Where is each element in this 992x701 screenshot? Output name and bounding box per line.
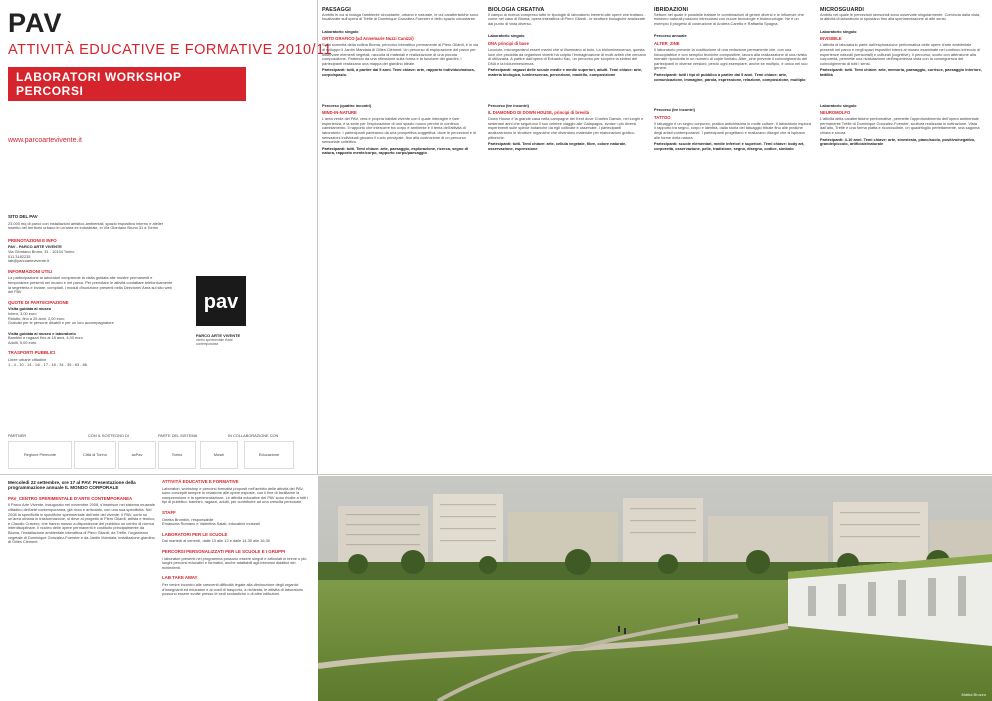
park-photo <box>318 476 992 701</box>
lab-fee-line: Bambini e ragazzi fino ai 18 anni, 4,00 euro <box>8 335 83 341</box>
fee-line: Ridotto, fino a 25 anni, 2,00 euro <box>8 315 65 321</box>
transport-line: 1 - 4 - 10 - 14 - 14/ - 17 - 18 - 34 - 35 - 63 - 66 <box>8 361 87 367</box>
logo-caption: PARCO ARTE VIVENTE <box>196 333 241 338</box>
staff-line: Emanuela Romano e Valentina Salati, educatrici museali <box>162 521 260 527</box>
column-ibridazioni <box>654 8 812 153</box>
staff-line: Orietta Brombin, responsabile <box>162 516 214 522</box>
column-intro: Ambito nel quale le percezioni sensoriali sono osservate singolarmente. Comincia dalla vista, la attività di laboratorio si spostano fino alla sperimentazione di altri sensi. <box>820 11 981 22</box>
column-microsguardi <box>820 8 984 149</box>
lab-subtitle: ORTO GRAFICO (ad Annemarie Nuzzi Canizzi) <box>322 36 414 42</box>
lab-participants: Partecipanti: tutti, a partire dai 5 anni. Temi chiave: arte, rapporto individuo/natura, corpo/spazio. <box>322 67 475 77</box>
fold-line <box>0 474 992 475</box>
support-label: CON IL SOSTEGNO DI <box>88 433 129 438</box>
lab2-title: Percorso (tre incontri) <box>488 102 529 108</box>
lab-subtitle: DNA principi di base <box>488 40 529 46</box>
lab2-subtitle: IL DIAMONDO DI DOWN HOUSE, principi di brevità <box>488 110 590 116</box>
lab-fee-line: Visita guidata al museo e laboratorio <box>8 330 76 336</box>
event-label: PAV_CENTRO SPERIMENTALE D'ARTE CONTEMPORANEA <box>8 495 133 501</box>
lab-text: Lucciole, microrganismi esseri marini che si illuminano al buio. La bioluminescenza, questa luce che prodotta da organismi viventi ha colpito l'immaginazione di molti artisti che cercano di utilizzarla. A partire dall'opera di Eduardo Kac, un percorso per scoprire la sintesi del DNA e la bioluminescenza. <box>488 46 646 66</box>
lab-participants: Partecipanti: ragazzi delle scuole medie e medie superiori, adulti. Temi chiave: arte, materia biologica, luminescenza, percezione, modello, composizione <box>488 67 643 77</box>
brand-title: PAV <box>8 8 63 38</box>
custom-text: I laboratori presenti nel programma possono essere singoli e articolati in breve o più lunghi percorsi educativi e formativi, anche adattabili agli interessi didattici dei richiedenti. <box>162 555 307 570</box>
svg-text:pav: pav <box>203 291 239 313</box>
photo-credit: Mattia Bruzzo <box>961 692 986 697</box>
booking-email[interactable]: lab@parcoartevivente.it <box>8 258 49 264</box>
lab2-participants: Partecipanti: 4-10 anni. Temi chiave: arte, sinestesia, piano/suolo, positivo/negativo, grande/piccolo, artificiale/naturale <box>820 136 976 147</box>
edu-text: Laboratori, workshop e percorsi formativi proposti nell'ambito delle attività del PAV, sono concepiti sempre in relazione alle opere esposte, con il fine di facilitarne la comprensione e la sperimentazione. Le attività educative del PAV sono rivolte a tutti i tipi di pubblico: bambini, ragazzi, adulti, per contribuire ad una crescita personale. <box>162 485 309 505</box>
bottom-left-panel <box>8 480 156 547</box>
lab2-text: Down House è la grande casa nella campagne del Kent dove Charles Darwin, nei lunghi e sedentari anni che seguirono il suo celebre viaggio alle Galapagos, svolse i più diversi esperimenti sulle specie botaniche da egli coltivate e osservate. I partecipanti analizzeranno le strutture organiche che diventano materiale per elaborazioni grafico-pittoriche. <box>488 116 644 140</box>
schools-label: LABORATORI PER LE SCUOLE <box>162 531 228 537</box>
lab2-text: L'area verde del PAV, vera e propria habitat vivente con il quale interagire e fare esperienza, è la sede per l'esplorazione di uno spazio nuovo perché in continuo cambiamento. Il rapporto che intercorre tra corpo e ambiente è il tema dell'attività di laboratorio. I partecipanti partiranno da una prospettiva soggettiva, dove le percezioni e le sensazioni individuali giocano il ruolo principale, fino alla costruzione di un percorso sensoriale collettivo. <box>322 116 477 145</box>
booking-phone[interactable]: 011.3182235 <box>8 253 31 259</box>
column-heading: MICROSGUARDI <box>820 7 865 13</box>
booking-label: PRENOTAZIONI E INFO <box>8 237 57 243</box>
lab2-title: Laboratorio singolo <box>820 102 857 108</box>
pav-logo-icon <box>196 276 246 326</box>
fee-line: Intero, 3,00 euro <box>8 310 37 316</box>
park-photo-image <box>318 476 992 701</box>
info-panel <box>8 215 173 369</box>
custom-label: PERCORSI PERSONALIZZATI PER LE SCUOLE E I GRUPPI <box>162 548 286 554</box>
collab-label: IN COLLABORAZIONE CON <box>228 433 279 438</box>
lab2-participants: Partecipanti: scuole elementari, medie inferiori e superiori. Temi chiave: body art, corporeità, osservazione, pelle, tradizione, segno, disegno, codice, simbolo <box>654 141 805 151</box>
partner-logo: Regione Piemonte <box>8 441 72 469</box>
lab-title: Laboratorio singolo <box>820 28 857 34</box>
lab2-subtitle: TATTOO <box>654 114 671 120</box>
page-title: ATTIVITÀ EDUCATIVE E FORMATIVE 2010/11 <box>8 42 333 58</box>
info-label: INFORMAZIONI UTILI <box>8 268 53 274</box>
bottom-mid-panel <box>162 480 312 599</box>
column-heading: BIOLOGIA CREATIVA <box>488 7 545 13</box>
column-heading: PAESAGGI <box>322 7 351 13</box>
booking-line: PAV - PARCO ARTE VIVENTE <box>8 244 62 250</box>
column-intro: Il campo di ricerca compreso tutte le tipologie di laboratorio inerenti alle opere che trattano - come nel caso di Bioma, opera interattiva di Piero Gilardi - le strutture biologiche analizzate dal punto di vista diverso. <box>488 11 646 26</box>
partner-logo: Città di Torino <box>74 441 116 469</box>
partner-logo: Torino <box>158 441 196 469</box>
lab-participants: Partecipanti: tutti. Temi chiave: arte, memoria, paesaggio, corrisce, paesaggio interiore, tattilità <box>820 67 982 77</box>
info-text: La partecipazione ai laboratori comprende la visita guidata alle mostre permanenti e temporanee presenti nel museo e nel parco. Per prenotare le attività contattare telefonicamente la segreteria e inviare, compilati, i moduli d'iscrizione presenti nella Direzione/ Area sul sito web del PAV <box>8 275 173 295</box>
column-paesaggi <box>322 8 480 158</box>
booking-line: Via Giordano Bruno, 31 - 10134 Torino <box>8 248 75 254</box>
column-biologia <box>488 8 646 153</box>
lab-participants: Partecipanti: tutti i tipi di pubblico a partire dai 5 anni. Temi chiave: arte, comunicazione, immagine, parola, espressione, relazione, composizione, multiplo <box>654 71 806 82</box>
lab-subtitle: ALTER_ZINE <box>654 40 680 46</box>
column-intro: Settore nel quale è possibile trattare le combinazioni di generi diversi e le influenze che esistono naturali possono intrecciarsi con nuove tecnologie e biotecnologie. Ne è un esempio il progetto di costruzione di Andrea Caretto e Raffaella Spagna. <box>654 11 804 26</box>
lab2-participants: Partecipanti: tutti. Temi chiave: arte, cellula vegetale, fibre, colore naturale, osservazione, espressione <box>488 141 627 151</box>
partner-logo: acPav <box>118 441 156 469</box>
lab-text: Sulla sommità della collina Bioma, percorso interattivo permanente di Piero Gilardi, è in via di sviluppo il Jardin Mandala di Gilles Clément. Un percorso di esplorazione del parco per osservare elementi vegetali, raccolta di materiali e realizzazione di una piccola composizione. Partendo da una riflessione sulla forma e la funzione dei giardini, i partecipanti realizzano una mappa del giardino ideale. <box>322 42 479 66</box>
lab2-subtitle: NEUROMOLFO <box>820 110 851 116</box>
edu-label: ATTIVITÀ EDUCATIVE E FORMATIVE <box>162 479 239 484</box>
partner-label: PARTNER <box>8 433 27 438</box>
lab2-title: Percorso (tre incontri) <box>654 107 695 113</box>
lab2-participants: Partecipanti: tutti. Temi chiave: arte, paesaggio, esplorazione, ricerca, segno di natura, rapporto mente/corpo, rapporto corpo/paesaggio <box>322 145 469 156</box>
lab2-text: Il tatuaggio è un segno corporeo, pratica antichissima in molte culture. Il laboratorio esplora il rapporto tra segno, corpo e identità, dalla storia del tatuaggio tribale fino alle pratiche degli artisti contemporanei. I partecipanti progettano e realizzano disegni che si ispirano alle forme della natura. <box>654 120 812 140</box>
partner-logo: Musei <box>200 441 238 469</box>
fee-line: Gratuito per le persone disabili e per un loro accompagnatore <box>8 320 114 326</box>
website-link[interactable]: www.parcoartevivente.it <box>8 137 82 144</box>
column-divider <box>317 0 318 474</box>
takeaway-label: LAB TAKE AWAY <box>162 575 198 581</box>
lab-subtitle: INVISIBILE <box>820 36 842 42</box>
column-intro: Ambito in cui si indaga l'ambiente circostante, urbano e naturale, le cui caratteristiche sono focalizzate sull'opera di Trèfle di Dominique González-Foerster e dello spazio circostante. <box>322 11 479 22</box>
lab-text: Il laboratorio prevede la costituzione di una redazione permanente che, con una fotocopiatrice e con semplici tecniche compositive, lavora alla realizzazione di una rivista mensile riprodotta in un numero di copie limitato. Alter_zine prevede il coinvolgimento dei partecipanti in diverse versioni, perciò ogni esemplare, anche se multiplo, è unico nel suo genere. <box>654 46 808 71</box>
site-text: 23.000 mq di parco con installazioni artistico-ambientali, spazio espositivo interno e atelier inserito nel territorio urbano in un'area ex industriale, in Via Giordano Bruno 31 a Torino <box>8 220 164 231</box>
lab-title: Laboratorio singolo <box>322 28 359 34</box>
fee-line: Visita guidata al museo <box>8 306 52 312</box>
lab2-text: L'attività della caratteristiche performative, permette l'approfondimento dell'opera ambientale permanente Trèfle di Dominique Gonzalez-Foerster, scultura realizzata in sottrazione. Vista dall'alto, Trèfle è una forma piatta e riconoscibile, un quadrifoglio perfettamente, una sagoma chiara e sicura. <box>820 116 980 135</box>
event-title: Mercoledì 22 settembre, ore 17 al PAV: Presentazione della programmazione annuale IL MONDO CORPORALE <box>8 480 136 491</box>
lab-title: Laboratorio singolo <box>488 33 525 39</box>
staff-label: STAFF <box>162 509 176 515</box>
partner-logo: Educazione <box>244 441 294 469</box>
site-title: SITO DEL PAV <box>8 214 38 219</box>
takeaway-text: Per venire incontro alle crescenti difficoltà legate alla diminuzione degli organici d'insegnanti ed educatori e ai costi di trasporto, a richiesta, le attività di laboratorio possono essere svolte presso le sedi scolastiche o di altre istituzioni. <box>162 581 304 597</box>
fees-label: QUOTE DI PARTECIPAZIONE <box>8 299 69 305</box>
program-banner: LABORATORI WORKSHOP PERCORSI <box>8 67 246 101</box>
transport-line: Linee urbane cittadine <box>8 357 47 363</box>
lab-fee-line: Adulti, 5,00 euro <box>8 339 37 345</box>
column-heading: IBRIDAZIONI <box>654 7 689 13</box>
logo-subcaption: centro sperimentale d'arte contemporanea <box>196 338 233 346</box>
pav-logo <box>196 276 246 344</box>
lab-title: Percorso annuale <box>654 33 687 39</box>
event-text: Il Parco Arte Vivente, inaugurato nel novembre 2008, s'inserisce nel sistema museale cittadino dell'arte contemporanea, già ricco e articolato, con una sua specificità. Nel 2008 la specificità in specifiche sperimentale dell'arte del vivente. Il PAV, sorto su un'area urbana in trasformazione, si deve al progetto di Piero Gilardi, artista e teorico, e Claudio Cravero, che hanno messo a disposizione del pubblico un centro di ricerca interdisciplinare. Il nucleo delle opere permanenti è costituito principalmente da Bioma, l'installazione ambientale interattiva di Piero Gilardi; da Trèfle, l'organismo vegetale di Dominique Gonzalez-Foerster e da Jardin Mandala, installazione-giardino di Gilles Clément. <box>8 502 156 545</box>
lab-text: L'attività di laboratorio parte dall'esplorazione performativa delle opere d'arte ambientale presenti nel parco e negli spazi espositivi interni al museo esaminate nel continuo intreccio di esperienze naturali (sensoriali) e culturali (cognitive). Il percorso, svolto con attenzione alla corporeità, permette una rivalutazione dell'esperienza vista con la conseguenza del coinvolgimento di tutti i sensi. <box>820 42 981 66</box>
lab2-title: Percorso (quattro incontri) <box>322 102 372 108</box>
lab2-subtitle: MIND-IN-NATURE <box>322 110 357 116</box>
transport-label: TRASPORTI PUBBLICI <box>8 350 56 356</box>
schools-text: Dal martedì al venerdì, dalle 10 alle 12 e dalle 14.30 alle 16.30 <box>162 538 270 544</box>
network-label: PARTE DEL SISTEMA <box>158 433 198 438</box>
